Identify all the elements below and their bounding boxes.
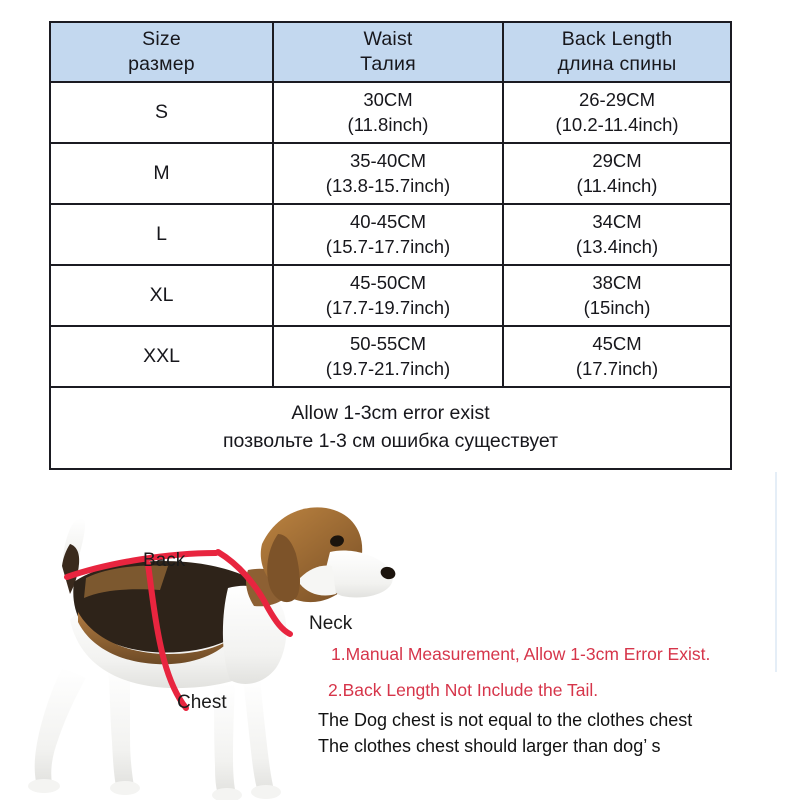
cell-size: M bbox=[50, 143, 273, 204]
table-row bbox=[50, 265, 731, 326]
cell-waist bbox=[273, 82, 503, 143]
cell-back-cm: 26-29CM bbox=[578, 88, 656, 110]
note-clothes-chest: The clothes chest should larger than dog’ s bbox=[318, 736, 661, 757]
cell-waist-inch: (11.8inch) bbox=[347, 113, 429, 135]
table-header-row bbox=[50, 22, 731, 82]
label-back: Back bbox=[143, 550, 186, 571]
column-header-waist-ru: Талия bbox=[360, 53, 416, 75]
cell-back-cm: 29CM bbox=[592, 149, 642, 171]
cell-waist bbox=[273, 265, 503, 326]
size-chart-table-container bbox=[49, 21, 730, 465]
table-row bbox=[50, 143, 731, 204]
cell-size: S bbox=[50, 82, 273, 143]
cell-back-cm: 45CM bbox=[592, 332, 642, 354]
cell-back-length bbox=[503, 265, 731, 326]
cell-back-inch: (13.4inch) bbox=[575, 235, 659, 257]
table-row bbox=[50, 204, 731, 265]
label-neck: Neck bbox=[309, 613, 353, 634]
cell-back-cm: 34CM bbox=[592, 210, 642, 232]
dog-hind-leg-far bbox=[35, 668, 86, 784]
cell-waist-cm: 35-40CM bbox=[349, 149, 427, 171]
cell-waist-inch: (19.7-21.7inch) bbox=[325, 357, 451, 379]
column-header-waist-en: Waist bbox=[363, 28, 413, 51]
cell-back-length bbox=[503, 82, 731, 143]
column-header-back-length-en: Back Length bbox=[561, 28, 673, 51]
column-header-waist bbox=[273, 22, 503, 82]
column-header-size bbox=[50, 22, 273, 82]
dog-paws bbox=[28, 779, 281, 800]
table-body bbox=[50, 82, 731, 469]
cell-size: XL bbox=[50, 265, 273, 326]
cell-waist-cm: 50-55CM bbox=[349, 332, 427, 354]
note-back-length-tail: 2.Back Length Not Include the Tail. bbox=[328, 679, 599, 700]
column-header-size-en: Size bbox=[142, 28, 181, 51]
footer-note-ru: позвольте 1-3 см ошибка существует bbox=[222, 430, 559, 452]
cell-back-length bbox=[503, 326, 731, 387]
label-chest: Chest bbox=[177, 692, 227, 713]
cell-waist bbox=[273, 204, 503, 265]
table-footer-row bbox=[50, 387, 731, 469]
cell-size: L bbox=[50, 204, 273, 265]
notes-block bbox=[318, 644, 781, 759]
cell-waist-cm: 40-45CM bbox=[349, 210, 427, 232]
table-footer-note bbox=[50, 387, 731, 469]
cell-back-inch: (17.7inch) bbox=[575, 357, 659, 379]
cell-waist bbox=[273, 143, 503, 204]
cell-waist-inch: (15.7-17.7inch) bbox=[325, 235, 451, 257]
cell-waist bbox=[273, 326, 503, 387]
cell-back-inch: (10.2-11.4inch) bbox=[555, 113, 679, 135]
table-header bbox=[50, 22, 731, 82]
note-manual-measurement: 1.Manual Measurement, Allow 1-3cm Error Exist. bbox=[331, 644, 711, 664]
footer-note-en: Allow 1-3cm error exist bbox=[291, 402, 490, 425]
cell-back-inch: (11.4inch) bbox=[576, 174, 658, 196]
dog-hind-leg-near bbox=[108, 666, 134, 786]
cell-back-length bbox=[503, 143, 731, 204]
cell-back-cm: 38CM bbox=[592, 271, 642, 293]
table-row bbox=[50, 326, 731, 387]
size-chart-table bbox=[49, 21, 732, 470]
cell-back-length bbox=[503, 204, 731, 265]
cell-waist-inch: (13.8-15.7inch) bbox=[325, 174, 451, 196]
column-header-size-ru: размер bbox=[128, 53, 195, 75]
cell-back-inch: (15inch) bbox=[583, 296, 651, 318]
column-header-back-length bbox=[503, 22, 731, 82]
dog-front-leg-far bbox=[243, 678, 274, 792]
cell-waist-inch: (17.7-19.7inch) bbox=[325, 296, 451, 318]
cell-waist-cm: 45-50CM bbox=[349, 271, 427, 293]
column-header-back-length-ru: длина спины bbox=[557, 53, 677, 75]
table-row bbox=[50, 82, 731, 143]
cell-waist-cm: 30CM bbox=[363, 88, 413, 110]
note-dog-chest: The Dog chest is not equal to the clothes chest bbox=[318, 710, 693, 730]
cell-size: XXL bbox=[50, 326, 273, 387]
